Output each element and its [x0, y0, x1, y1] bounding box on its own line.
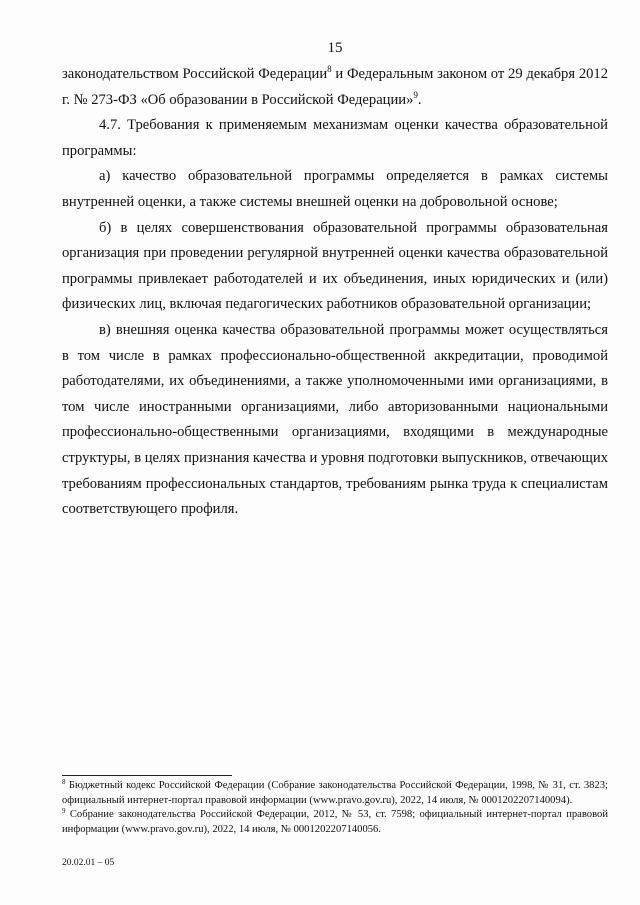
- paragraph-item-v: в) внешняя оценка качества образовательной программы может осуществляться в том числе в рамках профессионально-общественной аккредитации, проводимой работодателями, их объединениями, а также уполномоченными ими организациями, в том числе иностранными организациями, либо авторизованными национальными профессионально-общественными организациями, входящими в международные структуры, в целях признания качества и уровня подготовки выпускников, отвечающих требованиям профессиональных стандартов, требованиям рынка труда к специалистам соответствующего профиля.: [62, 321, 609, 518]
- body-text: [62, 62, 608, 523]
- footnote-text: Бюджетный кодекс Российской Федерации (Собрание законодательства Российской Федерации, 1998, № 31, ст. 3823; официальный интернет-портал правовой информации (www.pravo.gov.ru), 2022, 14 июля, № 0001202207140094).: [62, 780, 608, 806]
- paragraph-text: .: [417, 91, 422, 108]
- footnote-8: [62, 779, 608, 808]
- footnote-text: Собрание законодательства Российской Федерации, 2012, № 53, ст. 7598; официальный интернет-портал правовой информации (www.pravo.gov.ru), 2022, 14 июля, № 0001202207140056.: [62, 809, 608, 835]
- paragraph-item-b: б) в целях совершенствования образовательной программы образовательная организация при проведении регулярной внутренней оценки качества образовательной программы привлекает работодателей и их объединения, иных юридических и (или) физических лиц, включая педагогических работников образовательной организации;: [62, 219, 608, 313]
- document-code: 20.02.01 – 05: [62, 858, 115, 868]
- paragraph-text: законодательством Российской Федерации: [62, 66, 328, 82]
- footnote-9: [62, 808, 608, 837]
- footnote-ref-8[interactable]: 8: [327, 64, 332, 74]
- paragraph-continuation: [62, 62, 608, 113]
- footnotes: [62, 779, 608, 837]
- footnote-mark: 8: [62, 778, 66, 786]
- footnote-mark: 9: [62, 807, 66, 815]
- footnote-ref-9[interactable]: 9: [413, 89, 418, 100]
- page-number: 15: [327, 40, 343, 56]
- paragraph-item-a: а) качество образовательной программы определяется в рамках системы внутренней оценки, а также системы внешней оценки на добровольной основе;: [62, 168, 608, 210]
- paragraph-text: и Федеральным законом от 29 декабря 2012 г. № 273-ФЗ «Об образовании в Российской Федерации»: [62, 66, 609, 108]
- footnote-divider: [62, 775, 232, 776]
- paragraph-4-7: 4.7. Требования к применяемым механизмам оценки качества образовательной программы:: [62, 117, 608, 159]
